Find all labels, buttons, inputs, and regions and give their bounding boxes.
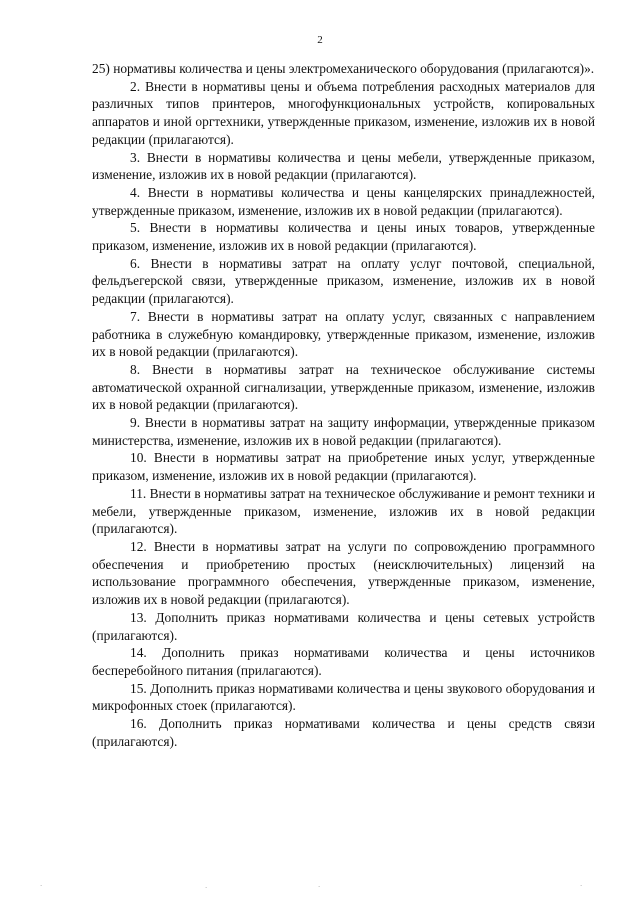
- scan-speck: ·: [318, 883, 321, 891]
- paragraph-15: 15. Дополнить приказ нормативами количества и цены звукового оборудования и микрофонных стоек (прилагаются).: [92, 680, 595, 714]
- paragraph-4: 4. Внести в нормативы количества и цены канцелярских принадлежностей, утвержденные приказом, изменение, изложив их в новой редакции (прилагаются).: [92, 184, 595, 218]
- paragraph-8: 8. Внести в нормативы затрат на техническое обслуживание системы автоматической охранной сигнализации, утвержденные приказом, изменение, изложив их в новой редакции (прилагаются).: [92, 361, 595, 413]
- paragraph-16: 16. Дополнить приказ нормативами количества и цены средств связи (прилагаются).: [92, 716, 595, 749]
- paragraph-7: 7. Внести в нормативы затрат на оплату услуг, связанных с направлением работника в служебную командировку, утвержденные приказом, изменение, изложив их в новой редакции (прилагаются).: [92, 308, 595, 360]
- scan-speck: ·: [580, 882, 583, 890]
- scan-speck: ·: [205, 884, 208, 892]
- paragraph-9: 9. Внести в нормативы затрат на защиту информации, утвержденные приказом министерства, изменение, изложив их в новой редакции (прилагаются).: [92, 415, 595, 448]
- paragraph-11: 11. Внести в нормативы затрат на техническое обслуживание и ремонт техники и мебели, утвержденные приказом, изменение, изложив их в новой редакции (прилагаются).: [92, 485, 595, 537]
- paragraph-13: 13. Дополнить приказ нормативами количества и цены сетевых устройств (прилагаются).: [92, 609, 595, 643]
- paragraph-12: 12. Внести в нормативы затрат на услуги по сопровождению программного обеспечения и приобретению простых (неисключительных) лицензий на использование программного обеспечения, утвержденные приказом, изменение, изложив их в новой редакции (прилагаются).: [92, 538, 595, 608]
- paragraph-5: 5. Внести в нормативы количества и цены иных товаров, утвержденные приказом, изменение, изложив их в новой редакции (прилагаются).: [92, 220, 595, 254]
- paragraph-3: 3. Внести в нормативы количества и цены мебели, утвержденные приказом, изменение, изложив их в новой редакции (прилагаются).: [92, 149, 595, 183]
- paragraph-6: 6. Внести в нормативы затрат на оплату услуг почтовой, специальной, фельдъегерской связи, утвержденные приказом, изменение, изложив их в новой редакции (прилагаются).: [92, 255, 595, 307]
- paragraph-25-continuation: 25) нормативы количества и цены электромеханического оборудования (прилагаются)».: [92, 61, 595, 76]
- scan-speck: ·: [40, 882, 43, 890]
- page-number: 2: [317, 34, 323, 46]
- paragraph-10: 10. Внести в нормативы затрат на приобретение иных услуг, утвержденные приказом, изменение, изложив их в новой редакции (прилагаются).: [92, 450, 595, 484]
- paragraph-14: 14. Дополнить приказ нормативами количества и цены источников бесперебойного питания (прилагаются).: [92, 645, 595, 678]
- document-body: [92, 60, 595, 750]
- paragraph-2: 2. Внести в нормативы цены и объема потребления расходных материалов для различных типов принтеров, многофункциональных устройств, копировальных аппаратов и иной оргтехники, утвержденные приказом, изменение, изложив их в новой редакции (прилагаются).: [92, 78, 595, 147]
